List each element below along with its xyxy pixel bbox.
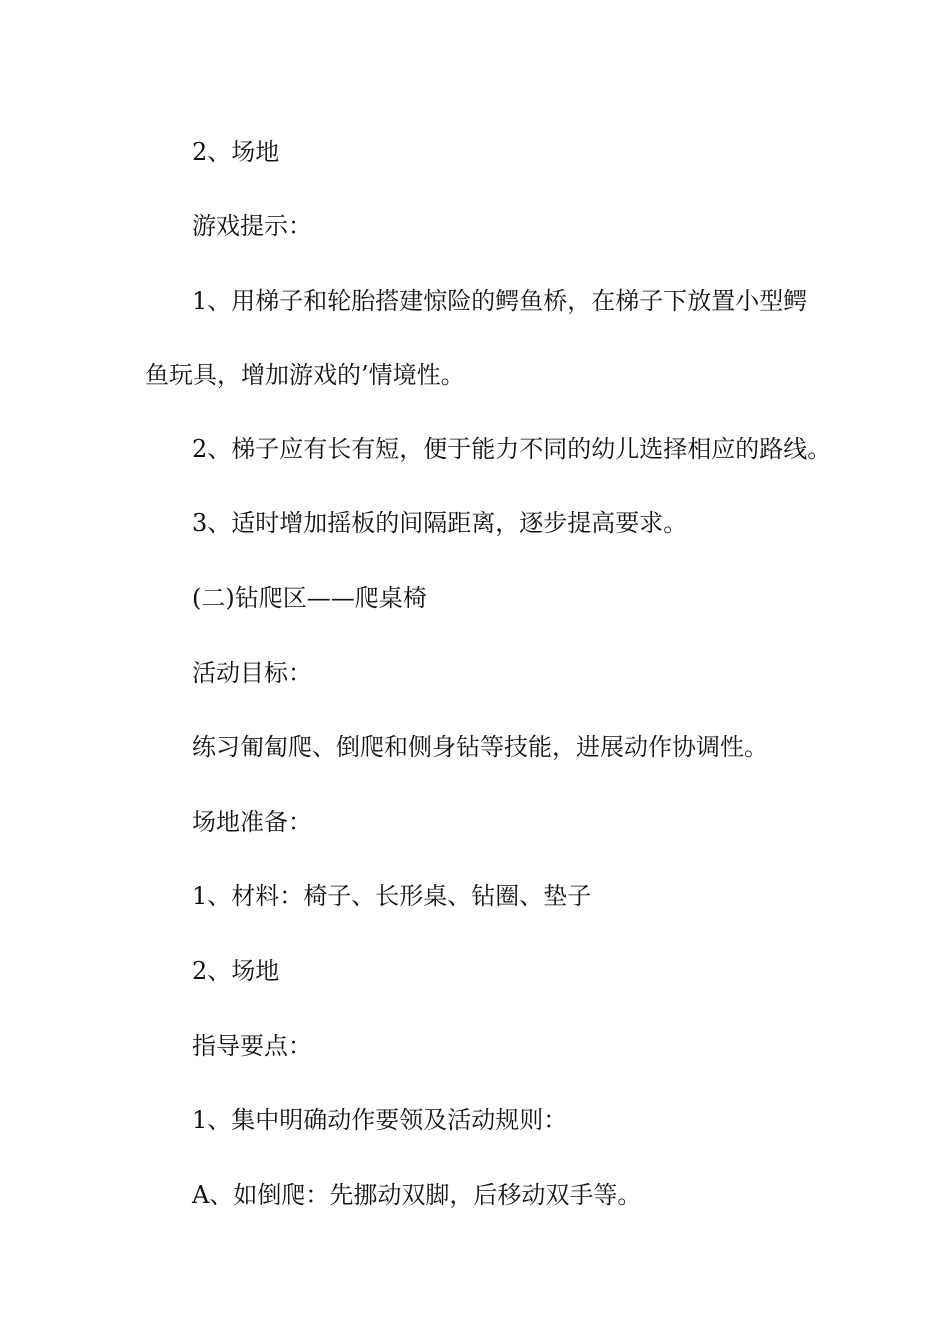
text-line-tip-2: 2、梯子应有长有短，便于能力不同的幼儿选择相应的路线。 bbox=[192, 435, 832, 463]
text-line-guidance-heading: 指导要点： bbox=[192, 1032, 312, 1060]
text-line-tip-1-continued: 鱼玩具，增加游戏的’情境性。 bbox=[145, 361, 465, 389]
text-line-guidance-a: A、如倒爬：先挪动双脚，后移动双手等。 bbox=[192, 1181, 642, 1209]
text-line-activity-goal-heading: 活动目标： bbox=[192, 659, 312, 687]
text-line-guidance-1: 1、集中明确动作要领及活动规则： bbox=[192, 1106, 568, 1134]
text-line-materials: 1、材料：椅子、长形桌、钻圈、垫子 bbox=[192, 882, 592, 910]
text-line-site-prep-heading: 场地准备： bbox=[192, 808, 312, 836]
text-line-tip-3: 3、适时增加摇板的间隔距离，逐步提高要求。 bbox=[192, 509, 688, 537]
section-heading-crawl-zone: (二)钻爬区——爬桌椅 bbox=[192, 584, 427, 612]
text-line-site: 2、场地 bbox=[192, 138, 280, 166]
text-line-game-tips-heading: 游戏提示： bbox=[192, 212, 312, 240]
text-line-tip-1: 1、用梯子和轮胎搭建惊险的鳄鱼桥，在梯子下放置小型鳄 bbox=[192, 287, 808, 315]
text-line-activity-goal: 练习匍匐爬、倒爬和侧身钻等技能，进展动作协调性。 bbox=[192, 733, 768, 761]
text-line-site-2: 2、场地 bbox=[192, 957, 280, 985]
